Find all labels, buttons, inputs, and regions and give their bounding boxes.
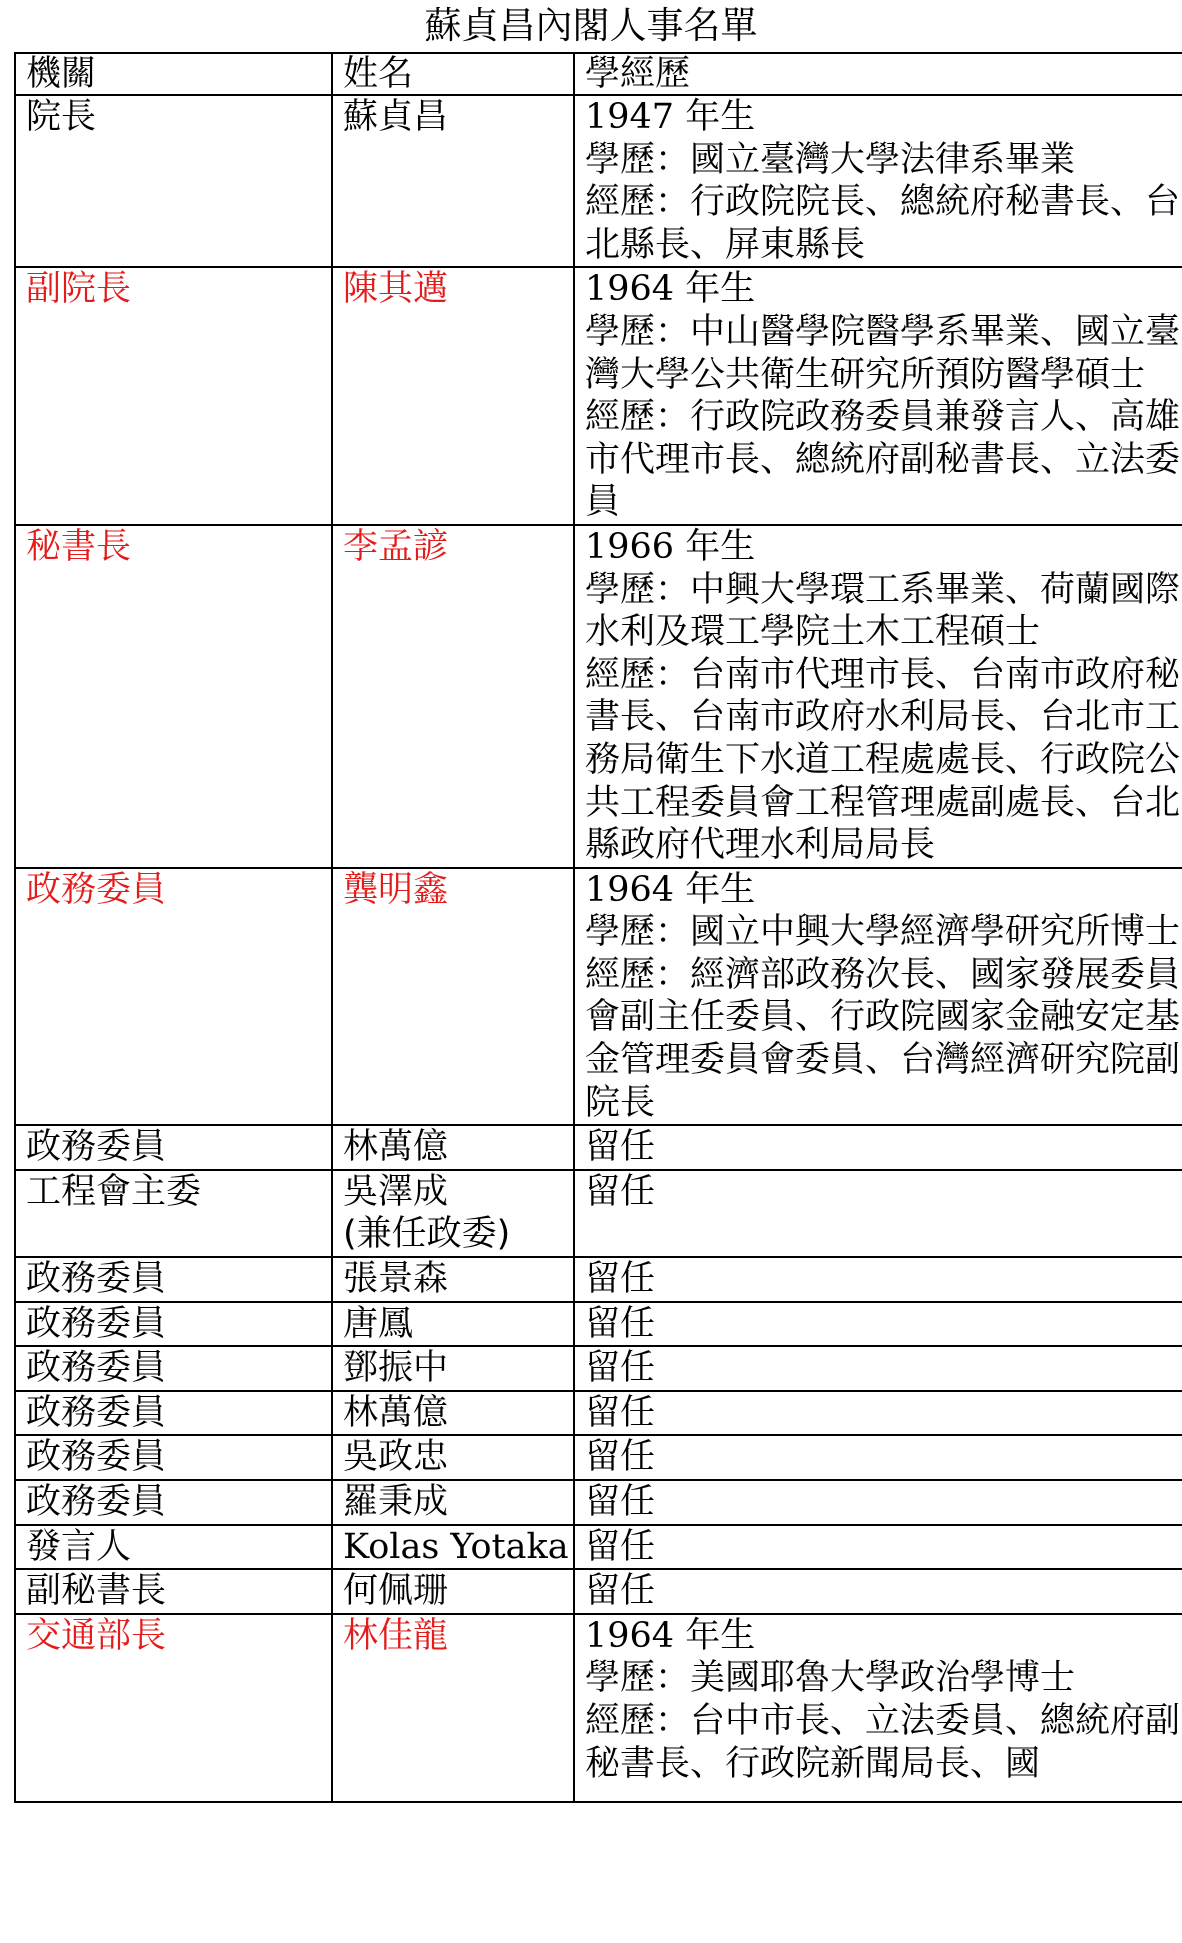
name-cell: 羅秉成	[332, 1480, 574, 1525]
agency-cell: 工程會主委	[15, 1170, 332, 1257]
agency-cell: 政務委員	[15, 1435, 332, 1480]
status-cell: 留任	[574, 1302, 1182, 1347]
birth-year: 1966 年生	[585, 526, 756, 567]
name-cell: 龔明鑫	[332, 868, 574, 1126]
name-cell: 何佩珊	[332, 1569, 574, 1614]
background-cell	[574, 267, 1182, 525]
table-row	[15, 1346, 1182, 1391]
agency-cell: 政務委員	[15, 1302, 332, 1347]
birth-year: 1947 年生	[585, 97, 756, 137]
table-row	[15, 1391, 1182, 1436]
status-cell: 留任	[574, 1435, 1182, 1480]
background-cell-clip	[585, 1615, 1182, 1801]
experience-text: 經歷：行政院院長、總統府秘書長、台北縣長、屏東縣長	[585, 182, 1181, 265]
experience-text: 經歷：台中市長、立法委員、總統府副秘書長、行政院新聞局長、國	[585, 1700, 1181, 1784]
name-cell: 陳其邁	[332, 267, 574, 525]
experience-text: 經歷：經濟部政務次長、國家發展委員會副主任委員、行政院國家金融安定基金管理委員會委員、台灣經濟研究院副院長	[585, 954, 1181, 1123]
name-cell: 林萬億	[332, 1391, 574, 1436]
status-cell: 留任	[574, 1391, 1182, 1436]
status-cell: 留任	[574, 1257, 1182, 1302]
name-cell: 蘇貞昌	[332, 95, 574, 267]
name-note: (兼任政委)	[343, 1214, 511, 1255]
name-cell: 張景森	[332, 1257, 574, 1302]
background-cell	[574, 1614, 1182, 1802]
birth-year: 1964 年生	[585, 869, 756, 910]
table-row	[15, 95, 1182, 267]
status-cell: 留任	[574, 1346, 1182, 1391]
agency-cell: 院長	[15, 95, 332, 267]
table-row	[15, 1569, 1182, 1614]
education-text: 學歷：美國耶魯大學政治學博士	[585, 1658, 1076, 1699]
agency-cell: 政務委員	[15, 1480, 332, 1525]
status-cell: 留任	[574, 1170, 1182, 1257]
name-cell	[332, 1170, 574, 1257]
education-text: 學歷：中興大學環工系畢業、荷蘭國際水利及環工學院土木工程碩士	[585, 569, 1181, 653]
document-title: 蘇貞昌內閣人事名單	[424, 4, 758, 47]
education-text: 學歷：國立臺灣大學法律系畢業	[585, 139, 1076, 180]
name-text: 吳澤成	[343, 1171, 449, 1212]
education-text: 學歷：國立中興大學經濟學研究所博士	[585, 912, 1181, 953]
name-cell: 鄧振中	[332, 1346, 574, 1391]
table-row	[15, 1170, 1182, 1257]
table-row	[15, 525, 1182, 868]
agency-cell: 政務委員	[15, 868, 332, 1126]
agency-cell: 政務委員	[15, 1346, 332, 1391]
status-cell: 留任	[574, 1569, 1182, 1614]
cabinet-roster-table	[14, 52, 1182, 1803]
agency-cell: 政務委員	[15, 1391, 332, 1436]
header-agency: 機關	[15, 53, 332, 95]
table-header-row	[15, 53, 1182, 95]
table-row	[15, 1302, 1182, 1347]
agency-cell: 秘書長	[15, 525, 332, 868]
name-cell: 林萬億	[332, 1125, 574, 1170]
table-row	[15, 1125, 1182, 1170]
birth-year: 1964 年生	[585, 1615, 756, 1656]
background-cell	[574, 868, 1182, 1126]
birth-year: 1964 年生	[585, 269, 756, 310]
table-row	[15, 1525, 1182, 1570]
table-row	[15, 1257, 1182, 1302]
agency-cell: 政務委員	[15, 1257, 332, 1302]
agency-cell: 發言人	[15, 1525, 332, 1570]
status-cell: 留任	[574, 1525, 1182, 1570]
status-cell: 留任	[574, 1480, 1182, 1525]
experience-text: 經歷：台南市代理市長、台南市政府秘書長、台南市政府水利局長、台北市工務局衛生下水道工程處處長、行政院公共工程委員會工程管理處副處長、台北縣政府代理水利局局長	[585, 654, 1181, 866]
experience-text: 經歷：行政院政務委員兼發言人、高雄市代理市長、總統府副秘書長、立法委員	[585, 397, 1181, 523]
agency-cell: 副秘書長	[15, 1569, 332, 1614]
status-cell: 留任	[574, 1125, 1182, 1170]
education-text: 學歷：中山醫學院醫學系畢業、國立臺灣大學公共衛生研究所預防醫學碩士	[585, 311, 1181, 395]
table-row	[15, 868, 1182, 1126]
name-cell: 唐鳳	[332, 1302, 574, 1347]
name-cell: 林佳龍	[332, 1614, 574, 1802]
table-row	[15, 267, 1182, 525]
background-cell	[574, 525, 1182, 868]
table-row	[15, 1614, 1182, 1802]
name-cell: 吳政忠	[332, 1435, 574, 1480]
table-row	[15, 1435, 1182, 1480]
agency-cell: 副院長	[15, 267, 332, 525]
background-cell	[574, 95, 1182, 267]
header-name: 姓名	[332, 53, 574, 95]
table-row	[15, 1480, 1182, 1525]
header-background: 學經歷	[574, 53, 1182, 95]
name-cell: Kolas Yotaka	[332, 1525, 574, 1570]
agency-cell: 交通部長	[15, 1614, 332, 1802]
name-cell: 李孟諺	[332, 525, 574, 868]
agency-cell: 政務委員	[15, 1125, 332, 1170]
